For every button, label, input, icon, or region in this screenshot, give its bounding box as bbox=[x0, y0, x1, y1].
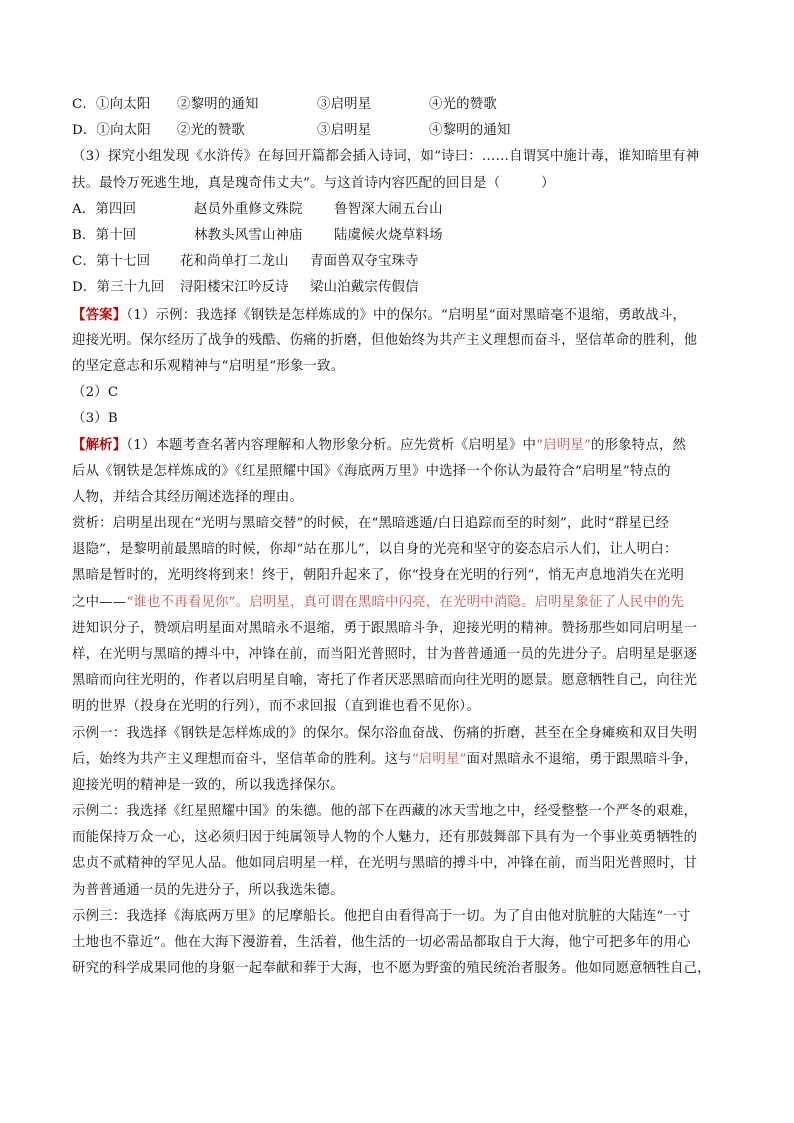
appreciation-line-8: 明的世界（投身在光明的行列），而不求回报（直到谁也看不见你）。 bbox=[72, 699, 480, 715]
option-letter-and-item1: D．①向太阳 bbox=[72, 123, 151, 139]
q3-option-a bbox=[72, 197, 732, 223]
option-title-1: 花和尚单打二龙山 bbox=[180, 254, 289, 270]
option-item2: ②光的赞歌 bbox=[177, 123, 245, 139]
option-item3: ③启明星 bbox=[317, 97, 372, 112]
document-page bbox=[72, 92, 732, 982]
appreciation-line-6: 样，在光明与黑暗的搏斗中，冲锋在前，而当阳光普照时，甘为普普通通一员的先进分子。启明星是驱逐 bbox=[72, 646, 698, 662]
q3-option-d bbox=[72, 275, 732, 301]
appreciation-line-3: 黑暗是暂时的，光明终将到来！终于，朝阳升起来了，你“投身在光明的行列”，悄无声息地消失在光明 bbox=[72, 568, 685, 584]
option-letter: A．第四回 bbox=[72, 201, 137, 217]
example3-line-3: 研究的科学成果同他的身躯一起奉献和葬于大海，也不愿为野蛮的殖民统治者服务。他如同愿意牺牲自己， bbox=[72, 961, 711, 977]
analysis-line-3: 人物，并结合其经历阐述选择的理由。 bbox=[72, 489, 304, 505]
q3-option-b bbox=[72, 223, 732, 249]
option-title-2: 青面兽双夺宝珠寺 bbox=[310, 254, 419, 270]
example2-line-3: 忠贞不贰精神的罕见人品。他如同启明星一样，在光明与黑暗的搏斗中，冲锋在前，而当阳光普照时，甘 bbox=[72, 856, 698, 872]
option-letter-and-item1: C．①向太阳 bbox=[72, 97, 151, 112]
option-item2: ②黎明的通知 bbox=[177, 97, 259, 112]
quoted-term: “启明星” bbox=[411, 751, 467, 767]
answer-line-3: 的坚定意志和乐观精神与“启明星”形象一致。 bbox=[72, 358, 345, 374]
option-title-1: 林教头风雪山神庙 bbox=[194, 227, 303, 243]
option-title-2: 鲁智深大闹五台山 bbox=[334, 201, 443, 217]
example1-line-1: 示例一：我选择《钢铁是怎样炼成的》的保尔。保尔浴血奋战、伤痛的折磨，甚至在全身瘫痪和双目失明 bbox=[72, 725, 698, 741]
example2-line-1: 示例二：我选择《红星照耀中国》的朱德。他的部下在西藏的冰天雪地之中，经受整整一个严冬的艰难， bbox=[72, 804, 698, 820]
example1-line-3: 迎接光明的精神是一致的，所以我选择保尔。 bbox=[72, 777, 344, 793]
appreciation-line-7: 黑暗而向往光明的，作者以启明星自喻，寄托了作者厌恶黑暗而向往光明的愿景。愿意牺牲自己，向往光 bbox=[72, 673, 698, 689]
option-title-1: 浔阳楼宋江吟反诗 bbox=[180, 280, 289, 296]
q3-stem-line-2: 扶。最怜万死逃生地，真是瑰奇伟丈夫”。与这首诗内容匹配的回目是（ ） bbox=[72, 175, 555, 191]
q3-option-c bbox=[72, 249, 732, 275]
option-letter: D．第三十九回 bbox=[72, 280, 165, 296]
option-title-2: 陆虞候火烧草料场 bbox=[334, 227, 443, 243]
q3-stem-line-1: （3）探究小组发现《水浒传》在每回开篇都会插入诗词，如“诗曰：……自谓冥中施计毒，谁知暗里有神 bbox=[72, 149, 700, 165]
answer-3: （3）B bbox=[72, 411, 118, 427]
analysis-line-2: 后从《钢铁是怎样炼成的》《红星照耀中国》《海底两万里》中选择一个你认为最符合“启明星”特点的 bbox=[72, 463, 671, 479]
appreciation-line-4: 之中——“谁也不再看见你”。启明星，真可谓在黑暗中闪亮，在光明中消隐。启明星象征了人民中的先 bbox=[72, 594, 685, 610]
answer-text: （1）示例：我选择《钢铁是怎样炼成的》中的保尔。“启明星”面对黑暗毫不退缩，勇敢战斗， bbox=[126, 307, 687, 323]
option-item4: ④光的赞歌 bbox=[429, 97, 497, 112]
q2-option-c bbox=[72, 92, 732, 118]
option-letter: C．第十七回 bbox=[72, 254, 151, 270]
appreciation-line-5: 进知识分子，赞颂启明星面对黑暗永不退缩，勇于跟黑暗斗争，迎接光明的精神。赞扬那些如同启明星一 bbox=[72, 620, 698, 636]
example3-line-1: 示例三：我选择《海底两万里》的尼摩船长。他把自由看得高于一切。为了自由他对肮脏的大陆连“一寸 bbox=[72, 908, 691, 924]
analysis-line-1: 【解析】（1）本题考查名著内容理解和人物形象分析。应先赏析《启明星》中“启明星”的形象特点，然 bbox=[72, 437, 687, 454]
quoted-sentence: “谁也不再看见你”。启明星，真可谓在黑暗中闪亮，在光明中消隐。启明星象征了人民中的先 bbox=[126, 594, 685, 610]
example2-line-2: 而能保持万众一心，这必须归因于纯属领导人物的个人魅力，还有那鼓舞部下具有为一个事业英勇牺牲的 bbox=[72, 830, 698, 846]
example1-line-2: 后，始终为共产主义理想而奋斗，坚信革命的胜利。这与“启明星”面对黑暗永不退缩，勇于跟黑暗斗争， bbox=[72, 751, 698, 767]
answer-line-2: 迎接光明。保尔经历了战争的残酷、伤痛的折磨，但他始终为共产主义理想而奋斗，坚信革命的胜利，他 bbox=[72, 332, 698, 348]
appreciation-line-1: 赏析：启明星出现在“光明与黑暗交替”的时候，在“黑暗逃遁/白日追踪而至的时刻”，此时“群星已经 bbox=[72, 516, 670, 531]
option-item3: ③启明星 bbox=[317, 123, 372, 139]
answer-line-1 bbox=[72, 302, 732, 328]
answer-2: （2）C bbox=[72, 385, 119, 401]
answer-tag: 【答案】 bbox=[72, 306, 127, 323]
option-title-1: 赵员外重修文殊院 bbox=[194, 201, 303, 217]
option-letter: B．第十回 bbox=[72, 227, 137, 243]
quoted-term: “启明星” bbox=[536, 438, 591, 454]
example2-line-4: 为普普通通一员的先进分子，所以我选朱德。 bbox=[72, 882, 344, 898]
option-title-2: 梁山泊戴宗传假信 bbox=[310, 280, 419, 296]
appreciation-line-2: 退隐”，是黎明前最黑暗的时候，你却“站在那儿”，以自身的光亮和坚守的姿态启示人们，让人明白： bbox=[72, 542, 678, 558]
option-item4: ④黎明的通知 bbox=[429, 123, 511, 139]
example3-line-2: 土地也不靠近”。他在大海下漫游着，生活着，他生活的一切必需品都取自于大海，他宁可把多年的用心 bbox=[72, 935, 691, 950]
analysis-tag: 【解析】 bbox=[72, 437, 127, 454]
q2-option-d bbox=[72, 118, 732, 144]
